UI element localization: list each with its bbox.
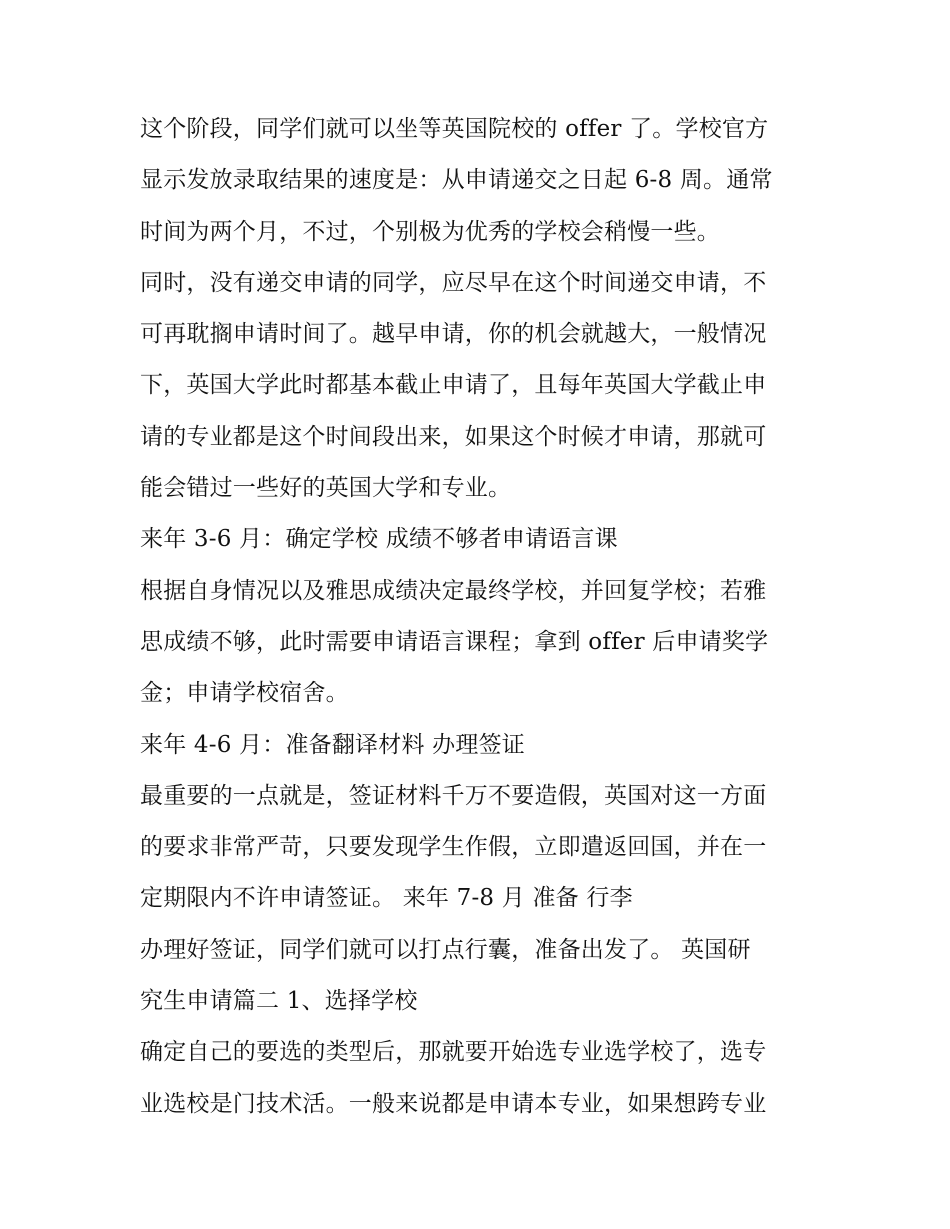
text-line: 办理好签证，同学们就可以打点行囊，准备出发了。 英国研 bbox=[140, 936, 751, 963]
text-line: 请的专业都是这个时间段出来，如果这个时候才申请，那就可 bbox=[140, 423, 767, 450]
text-line: 根据自身情况以及雅思成绩决定最终学校，并回复学校；若雅 bbox=[140, 577, 767, 604]
text-line: 下，英国大学此时都基本截止申请了，且每年英国大学截止申 bbox=[140, 372, 767, 399]
text-line: 思成绩不够，此时需要申请语言课程；拿到 offer 后申请奖学 bbox=[140, 628, 769, 655]
section-heading-line: 来年 4-6 月：准备翻译材料 办理签证 bbox=[140, 731, 525, 758]
text-line: 确定自己的要选的类型后，那就要开始选专业选学校了，选专 bbox=[140, 1039, 767, 1066]
text-line: 最重要的一点就是，签证材料千万不要造假，英国对这一方面 bbox=[140, 782, 767, 809]
text-line: 业选校是门技术活。一般来说都是申请本专业，如果想跨专业 bbox=[140, 1090, 767, 1117]
text-line: 定期限内不许申请签证。 来年 7-8 月 准备 行李 bbox=[140, 885, 633, 912]
text-line: 能会错过一些好的英国大学和专业。 bbox=[140, 475, 512, 502]
text-line: 金；申请学校宿舍。 bbox=[140, 680, 349, 707]
text-line: 的要求非常严苛，只要发现学生作假，立即遣返回国，并在一 bbox=[140, 834, 767, 861]
text-line: 时间为两个月，不过，个别极为优秀的学校会稍慢一些。 bbox=[140, 218, 720, 245]
text-line: 究生申请篇二 1、选择学校 bbox=[140, 988, 418, 1015]
text-line: 这个阶段，同学们就可以坐等英国院校的 offer 了。学校官方 bbox=[140, 116, 769, 142]
text-line: 显示发放录取结果的速度是：从申请递交之日起 6-8 周。通常 bbox=[140, 167, 773, 194]
section-heading-line: 来年 3-6 月：确定学校 成绩不够者申请语言课 bbox=[140, 526, 618, 553]
document-body bbox=[140, 104, 812, 1130]
text-line: 可再耽搁申请时间了。越早申请，你的机会就越大，一般情况 bbox=[140, 321, 767, 348]
text-line: 同时，没有递交申请的同学，应尽早在这个时间递交申请，不 bbox=[140, 269, 767, 296]
